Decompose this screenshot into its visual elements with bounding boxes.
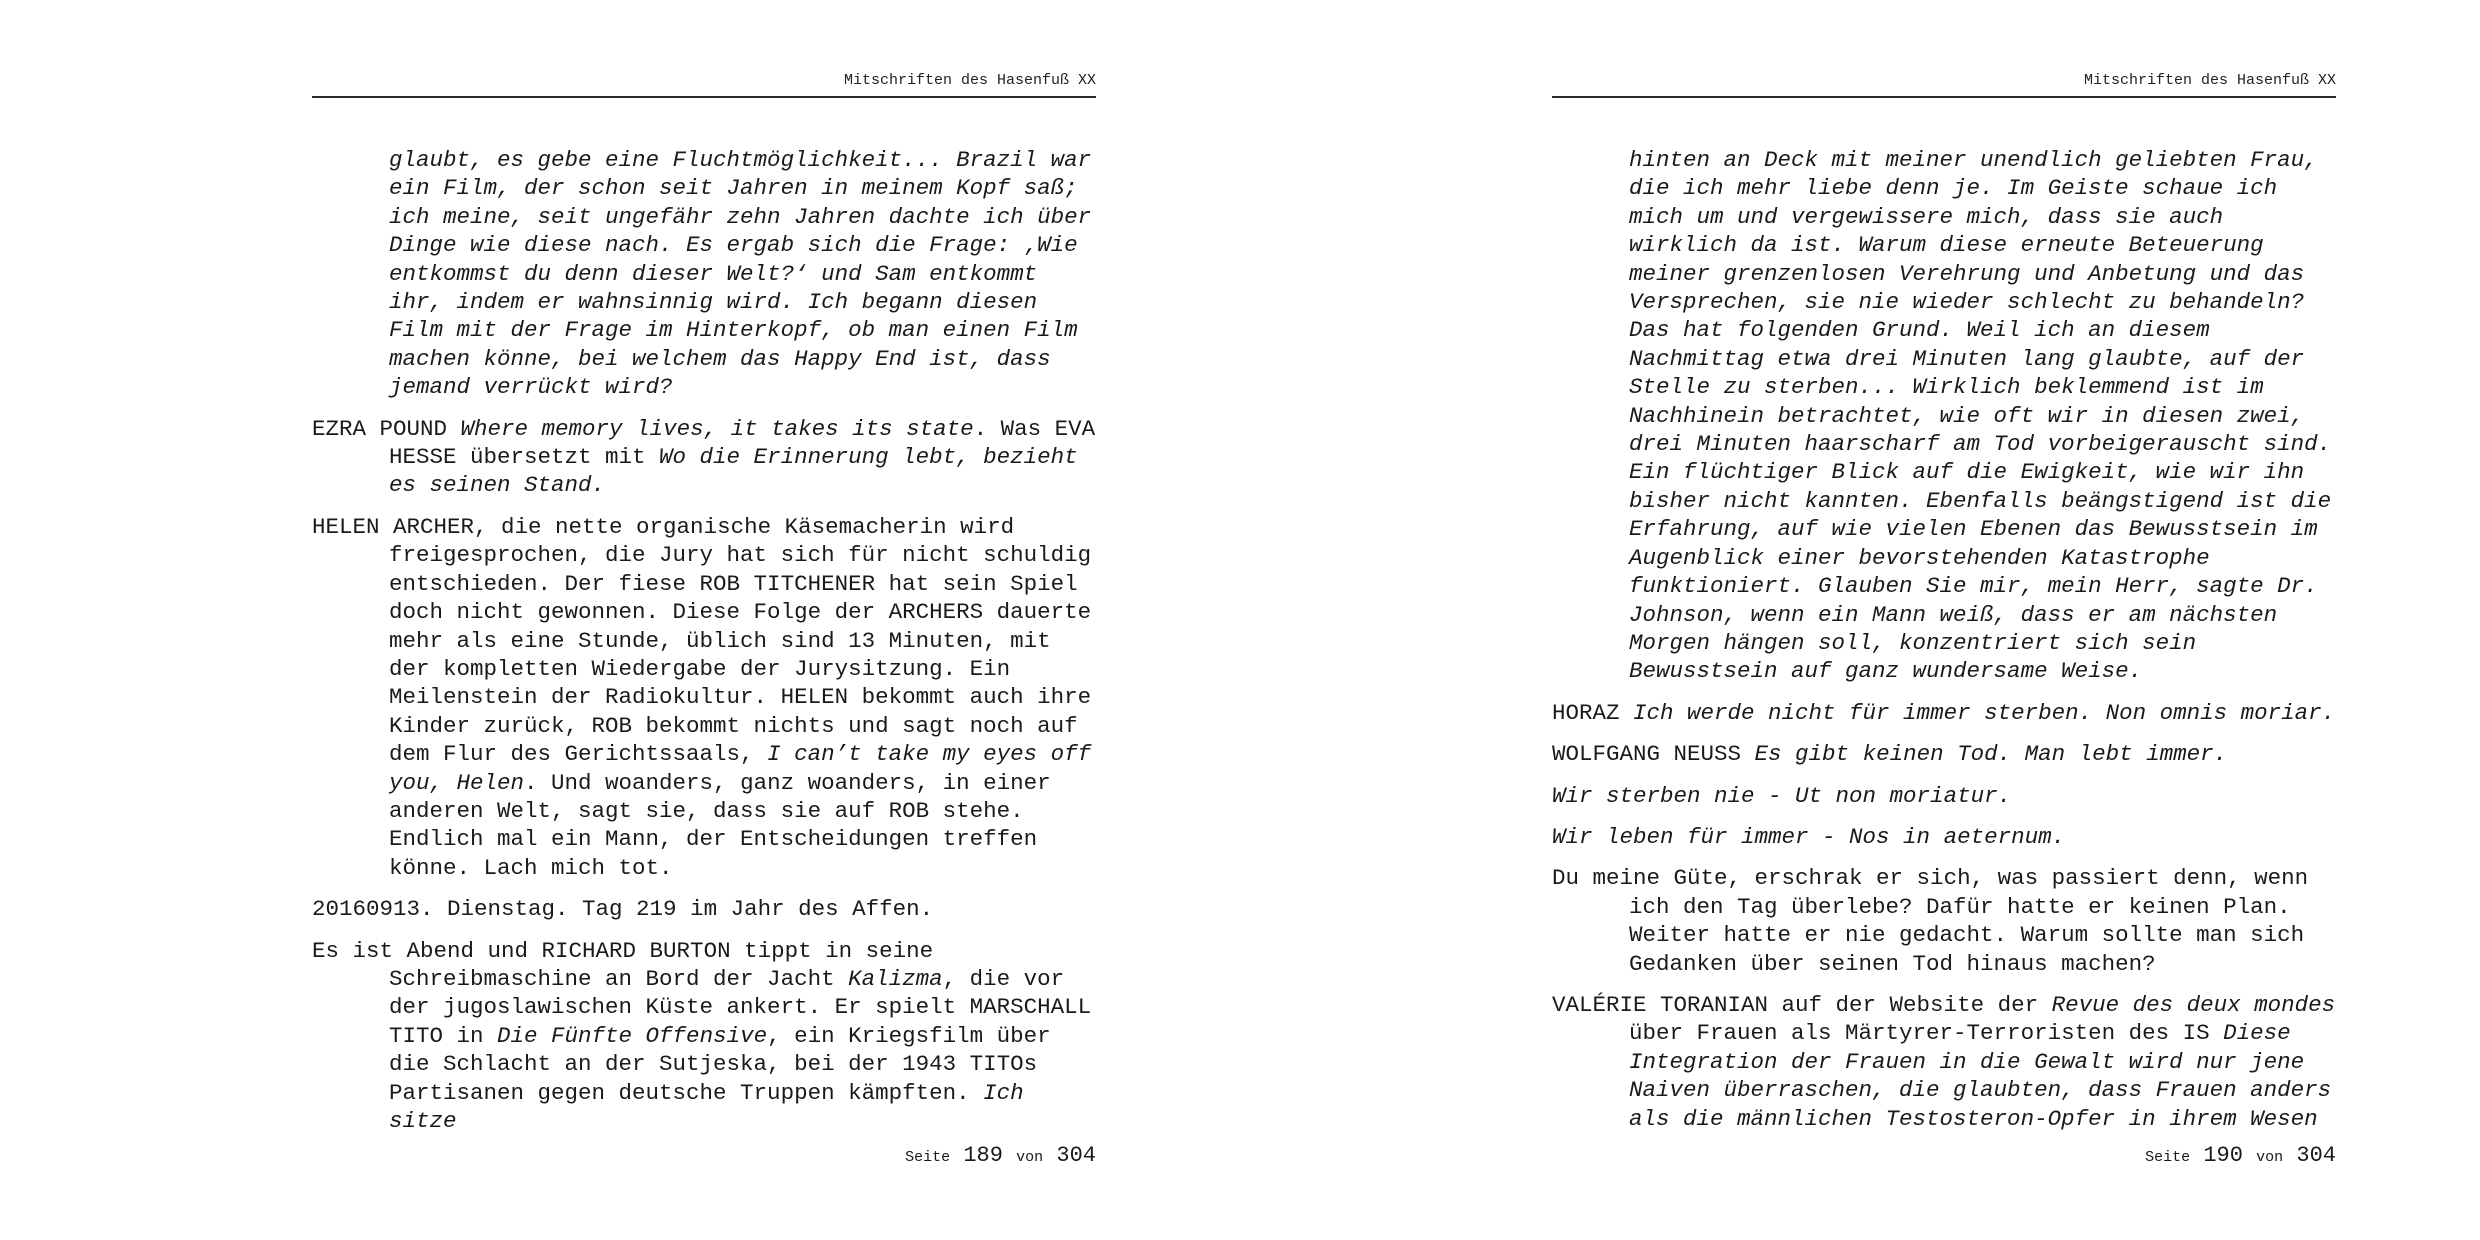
quote-text: Diese Integration der Frauen in die Gewalt wird nur jene Naiven überraschen, die glaubten, dass Frauen anders als die männlichen Testosteron-Opfer in ihrem Wesen [1629,1020,2332,1132]
quote-text: Es gibt keinen Tod. Man lebt immer. [1754,741,2228,768]
paragraph [1552,991,2336,1133]
page-body [1552,146,2336,1146]
body-text: über Frauen als Märtyrer-Terroristen des IS [1629,1020,2224,1047]
title-text: Die Fünfte Offensive [497,1022,768,1049]
paragraph [312,146,1096,402]
folio-total: 304 [2296,1143,2336,1168]
paragraph [1552,699,2336,727]
body-text: , ein Kriegsfilm über die Schlacht an der Sutjeska, bei der 1943 TITOs Partisanen gegen deutsche Truppen kämpften. [389,1022,1051,1106]
page-body [312,146,1096,1148]
quote-text: Wir sterben nie - Ut non moriatur. [1552,782,2012,809]
quote-text: Wir leben für immer - Nos in aeternum. [1552,823,2066,850]
folio-total: 304 [1056,1143,1096,1168]
quote-text: hinten an Deck mit meiner unendlich geliebten Frau, die ich mehr liebe denn je. Im Geiste schaue ich mich um und vergewissere mich, dass sie auch wirklich da ist. Warum diese erneute Beteuerung meiner grenzenlosen Verehrung und Anbetung und das Versprechen, sie nie wieder schlecht zu behandeln? Das hat folgenden Grund. Weil ich an diesem Nachmittag etwa drei Minuten lang glaubte, auf der Stelle zu sterben... Wirklich beklemmend ist im Nachhinein betrachtet, wie oft wir in diesen zwei, drei Minuten haarscharf am Tod vorbeigerauscht sind. Ein flüchtiger Blick auf die Ewigkeit, wie wir ihn bisher nicht kannten. Ebenfalls beängstigend ist die Erfahrung, auf wie vielen Ebenen das Bewusstsein im Augenblick einer bevorstehenden Katastrophe funktioniert. Glauben Sie mir, mein Herr, sagte Dr. Johnson, wenn ein Mann weiß, dass er am nächsten Morgen hängen soll, konzentriert sich sein Bewusstsein auf ganz wundersame Weise. [1629,147,2332,685]
paragraph [312,415,1096,500]
body-text: . Und woanders, ganz woanders, in einer anderen Welt, sagt sie, dass sie auf ROB stehe. Endlich mal ein Mann, der Entscheidungen treffen könne. Lach mich tot. [389,769,1051,881]
folio-von: von [2256,1149,2284,1166]
date-line: 20160913. Dienstag. Tag 219 im Jahr des Affen. [312,896,934,923]
title-text: Kalizma [848,965,943,992]
page-number [312,1143,1096,1168]
paragraph [1552,823,2336,851]
folio-seite: Seite [905,1149,951,1166]
quote-text: I can’t take my eyes off you, Helen [389,741,1092,796]
running-head: Mitschriften des Hasenfuß XX [2083,72,2336,89]
quote-text: Where memory lives, it takes its state [460,415,974,442]
paragraph [312,937,1096,1136]
paragraph [1552,782,2336,810]
header-rule [1552,96,2336,98]
title-text: Revue des deux mondes [2051,991,2336,1018]
paragraph [312,513,1096,882]
speaker-name: HORAZ [1552,699,1634,726]
speaker-name: EZRA POUND [312,415,461,442]
folio-num: 190 [2203,1143,2243,1168]
folio-von: von [1016,1149,1044,1166]
body-text: Du meine Güte, erschrak er sich, was passiert denn, wenn ich den Tag überlebe? Dafür hatte er keinen Plan. Weiter hatte er nie gedacht. Warum sollte man sich Gedanken über seinen Tod hinaus machen? [1552,865,2309,977]
speaker-name: VALÉRIE TORANIAN auf der Website der [1552,991,2052,1018]
speaker-name: WOLFGANG NEUSS [1552,741,1755,768]
paragraph [1552,146,2336,686]
quote-text: glaubt, es gebe eine Fluchtmöglichkeit... Brazil war ein Film, der schon seit Jahren in meinem Kopf saß; ich meine, seit ungefähr zehn Jahren dachte ich über Dinge wie diese nach. Es ergab sich die Frage: ‚Wie entkommst du denn dieser Welt?‘ und Sam entkommt ihr, indem er wahnsinnig wird. Ich begann diesen Film mit der Frage im Hinterkopf, ob man einen Film machen könne, bei welchem das Happy End ist, dass jemand verrückt wird? [389,147,1092,401]
body-text: HELEN ARCHER, die nette organische Käsemacherin wird freigesprochen, die Jury hat sich für nicht schuldig entschieden. Der fiese ROB TITCHENER hat sein Spiel doch nicht gewonnen. Diese Folge der ARCHERS dauerte mehr als eine Stunde, üblich sind 13 Minuten, mit der kompletten Wiedergabe der Jurysitzung. Ein Meilenstein der Radiokultur. HELEN bekommt auch ihre Kinder zurück, ROB bekommt nichts und sagt noch auf dem Flur des Gerichtssaals, [312,513,1092,768]
folio-num: 189 [963,1143,1003,1168]
body-text: Es ist Abend und RICHARD BURTON tippt in seine Schreibmaschine an Bord der Jacht [312,937,934,992]
header-rule [312,96,1096,98]
quote-text: Wo die Erinnerung lebt, bezieht es seinen Stand. [389,444,1078,499]
paragraph [1552,864,2336,978]
quote-text: Ich werde nicht für immer sterben. Non omnis moriar. [1633,699,2336,726]
page-number [1552,1143,2336,1168]
right-page [1240,0,2480,1240]
paragraph [1552,740,2336,768]
quote-text: Ich sitze [389,1079,1024,1134]
body-text: . Was EVA HESSE übersetzt mit [389,415,1096,471]
paragraph [312,895,1096,923]
body-text: , die vor der jugoslawischen Küste ankert. Er spielt MARSCHALL TITO in [389,965,1092,1049]
running-head: Mitschriften des Hasenfuß XX [843,72,1096,89]
folio-seite: Seite [2145,1149,2191,1166]
